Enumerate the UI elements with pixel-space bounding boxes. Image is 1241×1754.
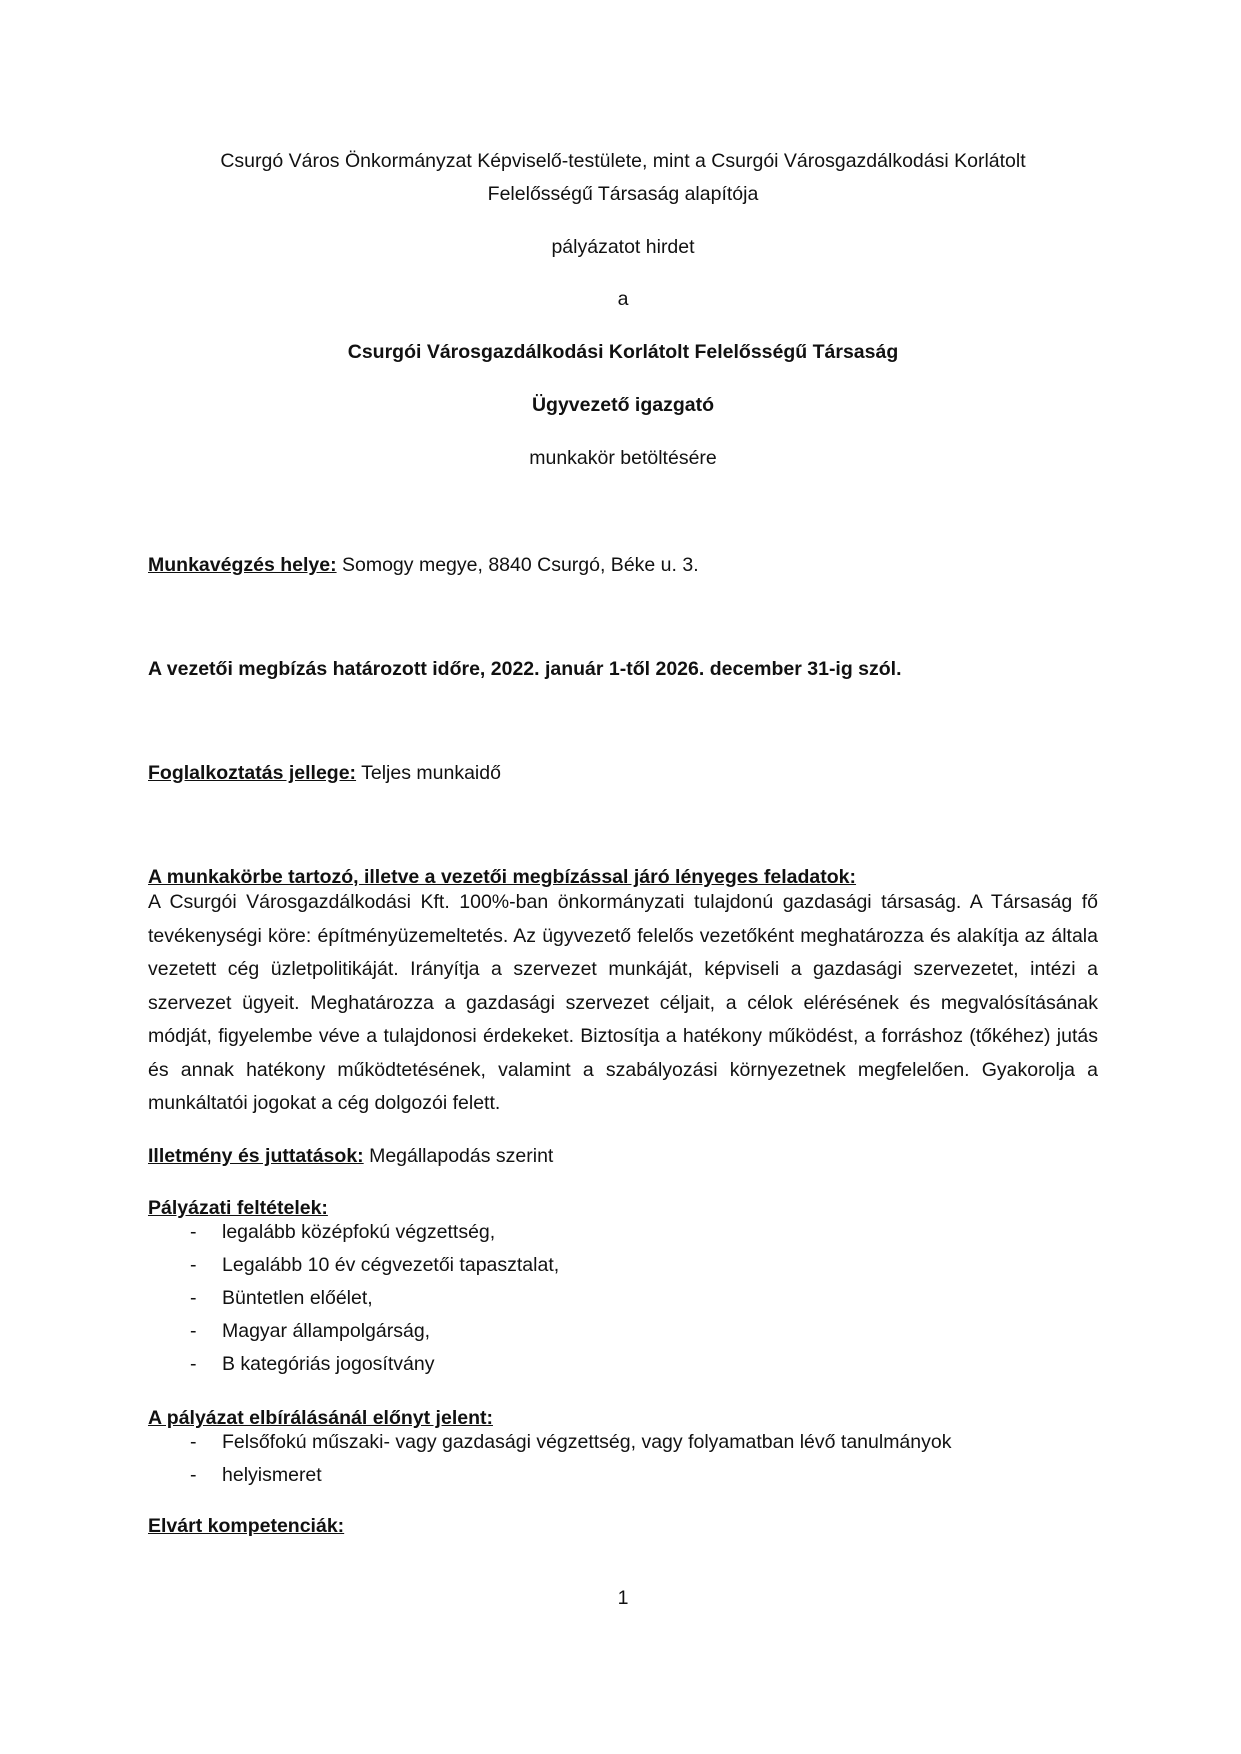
list-dash: -	[190, 1320, 197, 1342]
workplace-section	[148, 552, 1098, 578]
advantages-label: A pályázat elbírálásánál előnyt jelent:	[148, 1407, 493, 1429]
list-dash: -	[190, 1221, 197, 1243]
mandate-statement: A vezetői megbízás határozott időre, 2022. január 1-től 2026. december 31-ig szól.	[148, 658, 902, 680]
article: a	[617, 288, 629, 310]
header-line-1: Csurgó Város Önkormányzat Képviselő-testülete, mint a Csurgói Városgazdálkodási Korlátolt	[220, 150, 1026, 172]
list-dash: -	[190, 1254, 197, 1276]
conditions-label: Pályázati feltételek:	[148, 1197, 328, 1219]
list-item: - Felsőfokú műszaki- vagy gazdasági végzettség, vagy folyamatban lévő tanulmányok	[148, 1426, 1098, 1459]
salary-section	[148, 1143, 1098, 1169]
position-title: Ügyvezető igazgató	[531, 394, 715, 416]
employment-value: Teljes munkaidő	[356, 762, 501, 784]
salary-value: Megállapodás szerint	[363, 1145, 554, 1167]
list-dash: -	[190, 1431, 197, 1453]
position-purpose: munkakör betöltésére	[529, 447, 717, 469]
list-dash: -	[190, 1464, 197, 1486]
announcement: pályázatot hirdet	[551, 236, 695, 258]
advantages-list	[148, 1426, 1098, 1492]
header-line-2: Felelősségű Társaság alapítója	[487, 183, 759, 205]
duties-text: A Csurgói Városgazdálkodási Kft. 100%-ban önkormányzati tulajdonú gazdasági társaság. A Társaság fő tevékenységi köre: építményüzemeltetés. Az ügyvezető felelős vezetőként meghatározza és alakítja az általa vezetett cég üzletpolitikáját. Irányítja a szervezet munkáját, képviseli a gazdasági szervezetet, intézi a szervezet ügyeit. Meghatározza a gazdasági szervezet céljait, a célok elérésének és megvalósításának módját, figyelembe véve a tulajdonosi érdekeket. Biztosítja a hatékony működést, a forráshoz (tőkéhez) jutás és annak hatékony működtetésének, valamint a szabályozási környezetnek megfelelően. Gyakorolja a munkáltatói jogokat a cég dolgozói felett.	[148, 891, 1098, 1114]
employment-section	[148, 760, 1098, 786]
conditions-list	[148, 1216, 1098, 1381]
page-number: 1	[617, 1587, 629, 1609]
duties-label: A munkakörbe tartozó, illetve a vezetői megbízással járó lényeges feladatok:	[148, 866, 857, 888]
list-dash: -	[190, 1353, 197, 1375]
employment-label: Foglalkoztatás jellege:	[148, 762, 357, 784]
list-item: - B kategóriás jogosítvány	[148, 1348, 1098, 1381]
list-item: - legalább középfokú végzettség,	[148, 1216, 1098, 1249]
list-item: - helyismeret	[148, 1459, 1098, 1492]
list-item: - Büntetlen előélet,	[148, 1282, 1098, 1315]
list-dash: -	[190, 1287, 197, 1309]
workplace-value: Somogy megye, 8840 Csurgó, Béke u. 3.	[336, 554, 699, 576]
list-item: - Legalább 10 év cégvezetői tapasztalat,	[148, 1249, 1098, 1282]
salary-label: Illetmény és juttatások:	[148, 1145, 364, 1167]
list-item: - Magyar állampolgárság,	[148, 1315, 1098, 1348]
competencies-label: Elvárt kompetenciák:	[148, 1515, 345, 1537]
workplace-label: Munkavégzés helye:	[148, 554, 337, 576]
company-name: Csurgói Városgazdálkodási Korlátolt Felelősségű Társaság	[347, 341, 899, 363]
